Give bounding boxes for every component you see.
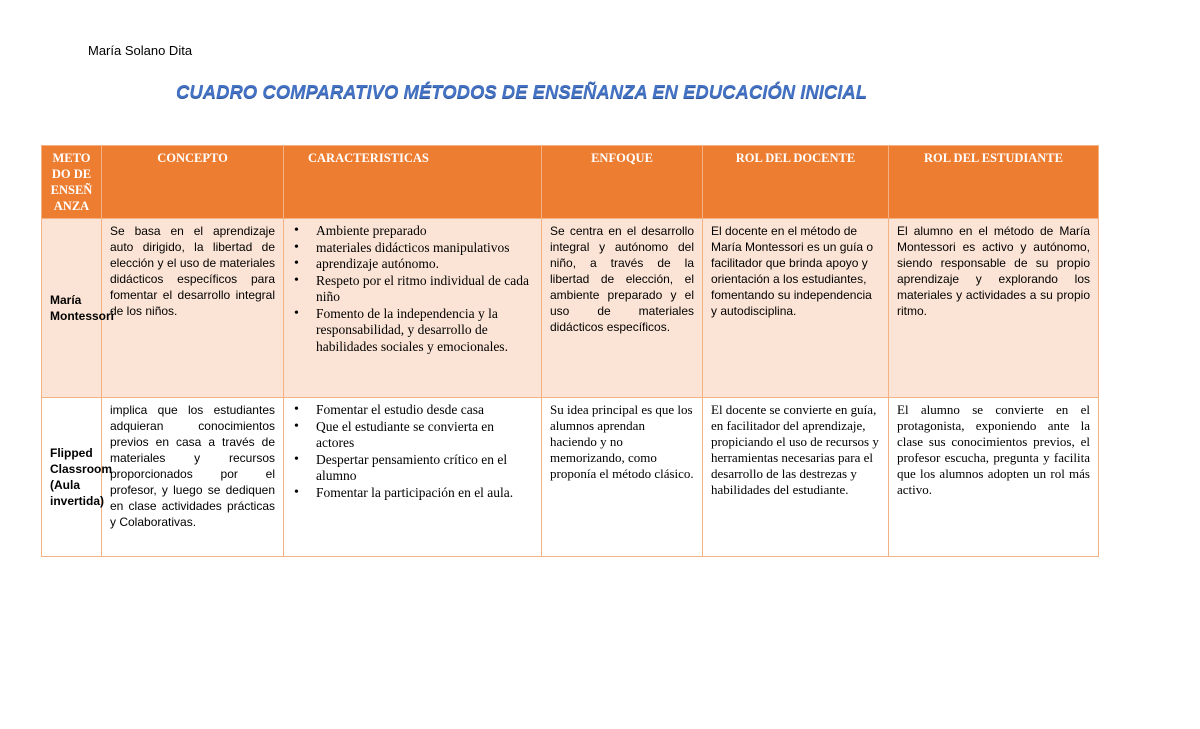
cell-concepto: Se basa en el aprendizaje auto dirigido, la libertad de elección y el uso de materiales didácticos específicos para fomentar el desarrollo integral de los niños. [102,219,284,398]
list-item: • aprendizaje autónomo. [316,256,533,273]
table-row [42,219,1099,398]
cell-rol-docente: El docente se convierte en guía, en facilitador del aprendizaje, propiciando el uso de recursos y herramientas necesarias para el desarrollo de las destrezas y habilidades del estudiante. [703,398,889,557]
cell-concepto: implica que los estudiantes adquieran conocimientos previos en casa a través de materiales y recursos proporcionados por el profesor, y luego se dediquen en clase actividades prácticas y Colaborativas. [102,398,284,557]
list-item: • materiales didácticos manipulativos [316,240,533,257]
cell-caracteristicas [284,398,542,557]
cell-rol-estudiante: El alumno se convierte en el protagonista, exponiendo ante la clase sus conocimientos previos, el profesor escucha, pregunta y facilita que los alumnos adopten un rol más activo. [889,398,1099,557]
cell-metodo: María Montessori [42,219,102,398]
list-item: • Respeto por el ritmo individual de cada niño [316,273,533,306]
header-concepto: CONCEPTO [102,146,284,219]
table-row [42,398,1099,557]
header-rol-estudiante: ROL DEL ESTUDIANTE [889,146,1099,219]
cell-rol-estudiante: El alumno en el método de María Montessori es activo y autónomo, siendo responsable de su propio aprendizaje y explorando los materiales y actividades a su propio ritmo. [889,219,1099,398]
header-enfoque: ENFOQUE [542,146,703,219]
list-item: • Fomento de la independencia y la responsabilidad, y desarrollo de habilidades sociales y emocionales. [316,306,533,356]
cell-metodo: Flipped Classroom (Aula invertida) [42,398,102,557]
header-caracteristicas: CARACTERISTICAS [284,146,542,219]
caracteristicas-list [292,402,533,501]
author-name: María Solano Dita [88,43,193,58]
header-rol-docente: ROL DEL DOCENTE [703,146,889,219]
caracteristicas-list [292,223,533,355]
table-header-row [42,146,1099,219]
list-item: • Ambiente preparado [316,223,533,240]
comparison-table [41,145,1099,557]
cell-rol-docente: El docente en el método de María Montessori es un guía o facilitador que brinda apoyo y orientación a los estudiantes, fomentando su independencia y autodisciplina. [703,219,889,398]
cell-enfoque: Se centra en el desarrollo integral y autónomo del niño, a través de la libertad de elección, el ambiente preparado y el uso de materiales didácticos específicos. [542,219,703,398]
list-item: • Despertar pensamiento crítico en el alumno [316,452,533,485]
cell-enfoque: Su idea principal es que los alumnos aprendan haciendo y no memorizando, como proponía el método clásico. [542,398,703,557]
document-title: CUADRO COMPARATIVO MÉTODOS DE ENSEÑANZA EN EDUCACIÓN INICIAL [176,81,868,102]
header-metodo: METO DO DE ENSEÑ ANZA [42,146,102,219]
list-item: • Fomentar la participación en el aula. [316,485,533,502]
list-item: • Que el estudiante se convierta en actores [316,419,533,452]
list-item: • Fomentar el estudio desde casa [316,402,533,419]
cell-caracteristicas [284,219,542,398]
